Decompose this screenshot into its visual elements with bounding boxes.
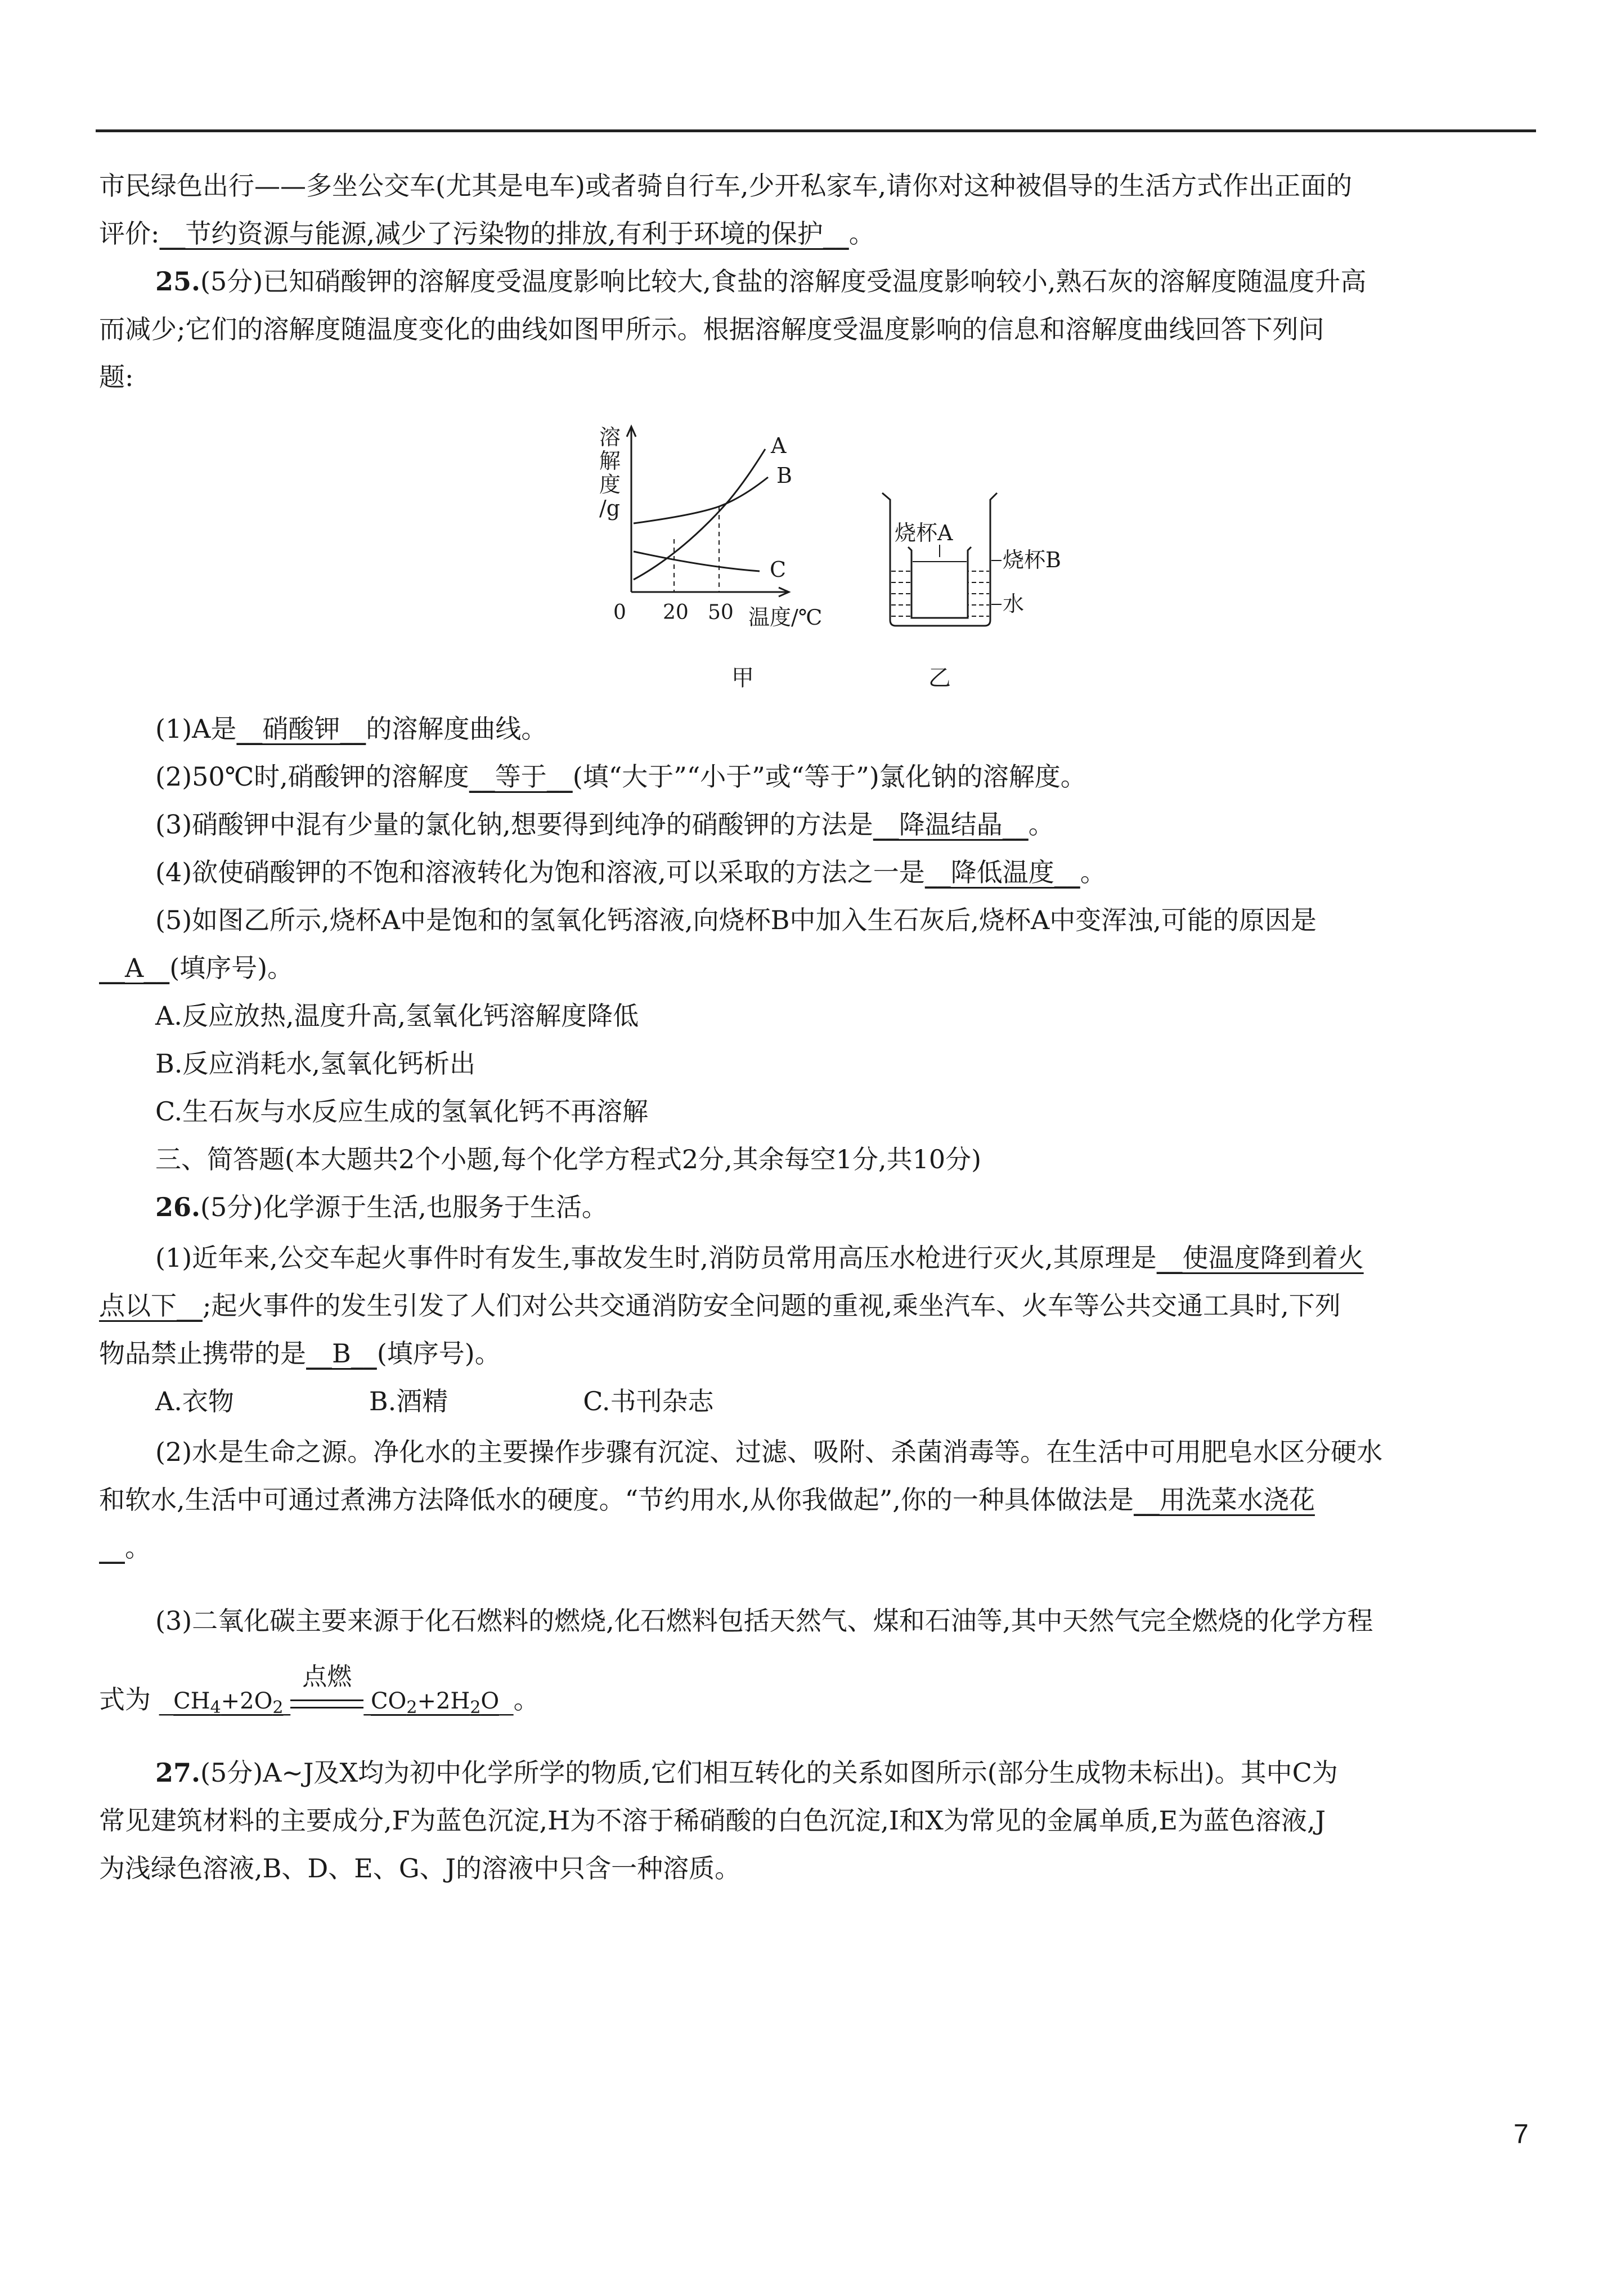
beaker-a: [908, 547, 971, 618]
q26-options: [155, 1384, 1596, 1418]
tick-label: 50: [708, 601, 734, 624]
answer-blank: __用洗菜水浇花: [1133, 1485, 1315, 1515]
intro-line-1: 市民绿色出行——多坐公交车(尤其是电车)或者骑自行车,少开私家车,请你对这种被倡导的生活方式作出正面的: [99, 171, 1353, 201]
q25-line-1: 25.(5分)已知硝酸钾的溶解度受温度影响比较大,食盐的溶解度受温度影响较小,熟石灰的溶解度随温度升高: [155, 266, 1367, 297]
q27-line-1: 27.(5分)A~J及X均为初中化学所学的物质,它们相互转化的关系如图所示(部分生成物未标出)。其中C为: [155, 1757, 1338, 1788]
q26-sub-1-line-1: (1)近年来,公交车起火事件时有发生,事故发生时,消防员常用高压水枪进行灭火,其原理是__使温度降到着火: [155, 1243, 1364, 1273]
answer-blank: __A__: [99, 953, 170, 983]
header-rule: [96, 129, 1536, 132]
chemical-equation: $CH_4+2O_2$ 点燃 $CO_2+2H_2O$: [173, 1662, 500, 1717]
question-number: 25.: [155, 266, 201, 297]
tick-label: 20: [663, 601, 689, 624]
water-label: 水: [1003, 591, 1025, 616]
answer-blank: __B__: [306, 1338, 377, 1369]
curve-b: [634, 477, 768, 523]
q25-sub-4: (4)欲使硝酸钾的不饱和溶液转化为饱和溶液,可以采取的方法之一是__降低温度__。: [155, 857, 1106, 887]
question-number: 26.: [155, 1192, 201, 1222]
q25-option-a: A.反应放热,温度升高,氢氧化钙溶解度降低: [155, 1001, 639, 1031]
q26-intro: 26.(5分)化学源于生活,也服务于生活。: [155, 1192, 608, 1222]
q25-option-c: C.生石灰与水反应生成的氢氧化钙不再溶解: [155, 1096, 649, 1127]
caption-right: 乙: [928, 665, 951, 691]
q26-sub-2-line-1: (2)水是生命之源。净化水的主要操作步骤有沉淀、过滤、吸附、杀菌消毒等。在生活中可用肥皂水区分硬水: [155, 1437, 1383, 1467]
q27-line-3: 为浅绿色溶液,B、D、E、G、J的溶液中只含一种溶质。: [99, 1853, 741, 1884]
q26-sub-2-line-2: 和软水,生活中可通过煮沸方法降低水的硬度。“节约用水,从你我做起”,你的一种具体做法是__用洗菜水浇花: [99, 1485, 1315, 1515]
page-number: 7: [1514, 2119, 1529, 2149]
ylabel-char: 度: [599, 472, 621, 497]
tick-label: 0: [613, 601, 626, 624]
intro-line-2: 评价:__节约资源与能源,减少了污染物的排放,有利于环境的保护__。: [99, 218, 875, 249]
section-heading: 三、简答题(本大题共2个小题,每个化学方程式2分,其余每空1分,共10分): [155, 1144, 982, 1174]
q26-option-a: A.衣物: [155, 1386, 234, 1416]
curve-label-b: B: [776, 463, 792, 488]
answer-blank: __节约资源与能源,减少了污染物的排放,有利于环境的保护__: [159, 218, 849, 249]
q25-figure: [506, 416, 1182, 709]
q26-sub-1-line-3: 物品禁止携带的是__B__(填序号)。: [99, 1338, 501, 1369]
q26-sub-2-line-3: __。: [99, 1532, 151, 1563]
chart-axes: [627, 427, 789, 597]
caption-left: 甲: [731, 665, 754, 691]
ylabel-char: /g: [599, 496, 621, 521]
answer-blank: __降低温度__: [924, 857, 1080, 887]
answer-blank: __使温度降到着火: [1156, 1243, 1364, 1273]
q25-sub-2: (2)50℃时,硝酸钾的溶解度__等于__(填“大于”“小于”或“等于”)氯化钠的溶解度。: [155, 761, 1086, 792]
q26-sub-1-line-2: 点以下__;起火事件的发生引发了人们对公共交通消防安全问题的重视,乘坐汽车、火车等公共交通工具时,下列: [99, 1290, 1341, 1321]
question-number: 27.: [155, 1757, 201, 1788]
q26-option-b: B.酒精: [369, 1386, 448, 1416]
q26-option-c: C.书刊杂志: [583, 1386, 714, 1416]
q25-option-b: B.反应消耗水,氢氧化钙析出: [155, 1048, 476, 1079]
q25-line-2: 而减少;它们的溶解度随温度变化的曲线如图甲所示。根据溶解度受温度影响的信息和溶解度曲线回答下列问: [99, 314, 1324, 344]
q27-line-2: 常见建筑材料的主要成分,F为蓝色沉淀,H为不溶于稀硝酸的白色沉淀,I和X为常见的金属单质,E为蓝色溶液,J: [99, 1805, 1326, 1836]
answer-blank: 点以下__: [99, 1290, 203, 1321]
beaker-a-label: 烧杯A: [895, 521, 953, 545]
q26-sub-3-line-2: 式为 $CH_4+2O_2$ 点燃 $CO_2+2H_2O$ 。: [99, 1662, 540, 1717]
q25-sub-5: (5)如图乙所示,烧杯A中是饱和的氢氧化钙溶液,向烧杯B中加入生石灰后,烧杯A中变浑浊,可能的原因是: [155, 905, 1317, 935]
x-axis-label: 温度/℃: [748, 605, 823, 630]
q25-sub-3: (3)硝酸钾中混有少量的氯化钠,想要得到纯净的硝酸钾的方法是__降温结晶__。: [155, 809, 1054, 840]
curve-label-c: C: [770, 557, 787, 582]
ylabel-char: 解: [599, 449, 621, 473]
reaction-condition: 点燃: [290, 1696, 363, 1708]
q25-sub-5-answer: __A__(填序号)。: [99, 953, 294, 983]
curve-label-a: A: [771, 433, 787, 458]
ylabel-char: 溶: [599, 425, 621, 450]
answer-blank: __降温结晶__: [873, 809, 1029, 840]
curve-a: [634, 449, 765, 580]
q25-sub-1: (1)A是__硝酸钾__的溶解度曲线。: [155, 714, 547, 744]
answer-blank: __硝酸钾__: [236, 714, 366, 744]
beaker-b-label: 烧杯B: [1003, 548, 1061, 572]
q25-line-3: 题:: [99, 362, 134, 392]
answer-blank: __: [99, 1532, 125, 1563]
q26-sub-3-line-1: (3)二氧化碳主要来源于化石燃料的燃烧,化石燃料包括天然气、煤和石油等,其中天然气完全燃烧的化学方程: [155, 1606, 1373, 1636]
answer-blank: __等于__: [469, 761, 573, 792]
